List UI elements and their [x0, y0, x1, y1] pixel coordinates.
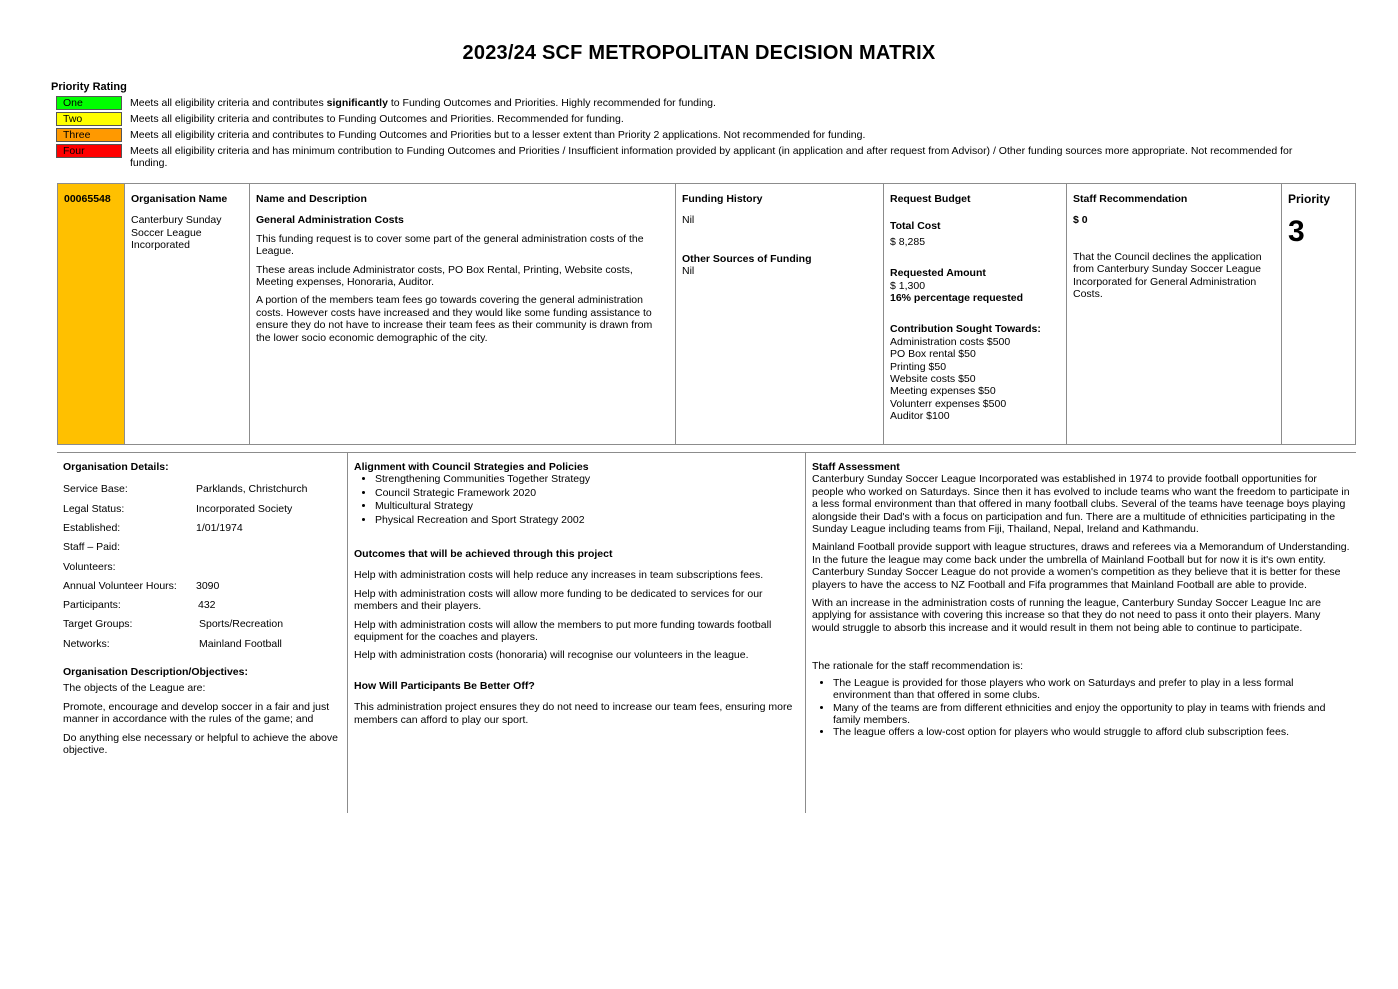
assessment-paragraph: Mainland Football provide support with league structures, draws and referees via a Memorandum of Understanding. In the future the league may come back under the umbrella of Mainland Football but for now it is it's own entity. Canterbury Sunday Soccer League do not provide a women's competition as they believe that it is better for these players to have the access to NZ Football and Fifa programmes that Mainland Football are able to provide.: [812, 541, 1350, 591]
contribution-item: Printing $50: [890, 360, 947, 373]
contribution-item: Volunterr expenses $500: [890, 397, 1007, 410]
description-paragraph: These areas include Administrator costs, PO Box Rental, Printing, Website costs, Meeting expenses, Honoraria, Auditor.: [256, 263, 633, 289]
project-title: General Administration Costs: [256, 214, 404, 227]
priority-cell: [1282, 184, 1355, 444]
detail-row: [63, 561, 341, 580]
alignment-column: [348, 453, 806, 813]
description-paragraph: This funding request is to cover some part of the general administration costs of the League.: [256, 232, 644, 258]
outcome-item: Help with administration costs will allow more funding to be dedicated to services for our members and their players.: [354, 587, 763, 613]
percentage-requested: 16% percentage requested: [890, 292, 1024, 305]
funding-history-heading: Funding History: [682, 193, 763, 205]
detail-value: 432: [198, 599, 216, 612]
decision-matrix-row: [57, 183, 1356, 445]
priority-one-description: Meets all eligibility criteria and contributes significantly to Funding Outcomes and Priorities. Highly recommended for funding.: [130, 97, 716, 109]
alignment-heading: Alignment with Council Strategies and Policies: [354, 461, 589, 473]
objectives-paragraph: The objects of the League are:: [63, 682, 206, 695]
outcome-item: Help with administration costs will help reduce any increases in team subscriptions fees.: [354, 569, 764, 582]
better-off-heading: How Will Participants Be Better Off?: [354, 679, 535, 692]
detail-row: [63, 503, 341, 522]
recommended-amount: $ 0: [1073, 214, 1088, 227]
outcome-item: Help with administration costs (honoraria) will recognise our volunteers in the league.: [354, 649, 749, 662]
detail-label: Target Groups:: [63, 618, 133, 631]
detail-row: [63, 483, 341, 502]
assessment-paragraph: With an increase in the administration costs of running the league, Canterbury Sunday Soccer League Inc are applying for assistance with covering this increase so that they do not need to pass it onto their players. Many would struggle to absorb this increase and it would result in them not being able to continue to participate.: [812, 597, 1321, 634]
detail-label: Annual Volunteer Hours:: [63, 579, 177, 592]
priority-rating-row: [56, 96, 1356, 110]
contribution-item: PO Box rental $50: [890, 348, 976, 361]
organisation-name-cell: [125, 184, 250, 444]
better-off-text: This administration project ensures they do not need to increase our team fees, ensuring more members can afford to play our sport.: [354, 701, 793, 726]
requested-amount-value: $ 1,300: [890, 279, 926, 292]
staff-recommendation-text: That the Council declines the application from Canterbury Sunday Soccer League Incorporated for General Administration Costs.: [1073, 250, 1262, 301]
total-cost-label: Total Cost: [890, 220, 941, 233]
assessment-paragraph: Canterbury Sunday Soccer League Incorporated was established in 1974 to provide football opportunities for people who worked on Saturdays. Since then it has evolved to include teams who want the freedom to participate in a less formal environment than that offered in many football clubs. Several of the teams have teenage boys playing alongside their Dad's with a focus on participation and fun. There are a multitude of ethnicities participating in the Sunday League including teams from Fiji, Thailand, Nepal, Ireland and Kathmandu.: [812, 473, 1350, 536]
strategy-item: • Strengthening Communities Together Strategy: [375, 473, 799, 485]
priority-three-swatch: Three: [56, 128, 122, 142]
other-sources-heading: Other Sources of Funding: [682, 252, 812, 265]
detail-value: Sports/Recreation: [199, 618, 284, 631]
description-paragraph: A portion of the members team fees go towards covering the general administration costs. However costs have increased and they would like some funding assistance to ensure they do not have to increase their team fees as their community is drawn from the lower socio economic demographic of the city.: [256, 294, 653, 344]
detail-row: [63, 541, 341, 560]
detail-value: 1/01/1974: [196, 522, 243, 534]
detail-value: Incorporated Society: [196, 502, 293, 515]
priority-four-description: Meets all eligibility criteria and has minimum contribution to Funding Outcomes and Priorities / Insufficient information provided by applicant (in application and after request from Advisor) / Other funding sources more appropriate. Not recommended for funding.: [130, 145, 1293, 169]
detail-label: Staff – Paid:: [63, 541, 121, 554]
organisation-details-heading: Organisation Details:: [63, 461, 169, 473]
page-title: 2023/24 SCF METROPOLITAN DECISION MATRIX: [462, 42, 936, 64]
detail-label: Legal Status:: [63, 502, 125, 515]
rationale-intro: The rationale for the staff recommendation is:: [812, 660, 1024, 673]
name-description-cell: [250, 184, 676, 444]
priority-rating-row: [56, 144, 1356, 169]
rationale-item: • The league offers a low-cost option for players who would struggle to afford club subscription fees.: [833, 726, 1350, 738]
objectives-paragraph: Do anything else necessary or helpful to achieve the above objective.: [63, 731, 338, 757]
request-budget-heading: Request Budget: [890, 193, 971, 205]
rationale-item: • Many of the teams are from different ethnicities and enjoy the opportunity to play in teams with friends and family members.: [833, 702, 1350, 727]
rationale-item: • The League is provided for those players who work on Saturdays and prefer to play in a less formal environment than that offered in some clubs.: [833, 677, 1350, 702]
staff-assessment-heading: Staff Assessment: [812, 461, 900, 473]
assessment-section: [57, 452, 1356, 813]
priority-two-description: Meets all eligibility criteria and contributes to Funding Outcomes and Priorities. Recommended for funding.: [130, 113, 624, 125]
contribution-item: Administration costs $500: [890, 335, 1011, 348]
detail-label: Volunteers:: [63, 560, 116, 573]
staff-recommendation-cell: [1067, 184, 1282, 444]
outcomes-heading: Outcomes that will be achieved through this project: [354, 548, 613, 561]
contribution-item: Meeting expenses $50: [890, 385, 996, 398]
objectives-paragraph: Promote, encourage and develop soccer in a fair and just manner in accordance with the rules of the game; and: [63, 700, 330, 726]
priority-rating-row: [56, 128, 1356, 142]
total-cost-value: $ 8,285: [890, 235, 926, 248]
detail-row: [63, 618, 341, 637]
priority-rating-legend: [56, 96, 1356, 171]
priority-value: 3: [1288, 215, 1305, 249]
organisation-name: Canterbury Sunday Soccer League Incorporated: [131, 214, 222, 252]
requested-amount-label: Requested Amount: [890, 267, 986, 280]
organisation-details-column: [57, 453, 348, 813]
contribution-label: Contribution Sought Towards:: [890, 323, 1041, 336]
funding-history-cell: [676, 184, 884, 444]
detail-row: [63, 638, 341, 657]
request-budget-cell: [884, 184, 1067, 444]
priority-two-swatch: Two: [56, 112, 122, 126]
detail-row: [63, 522, 341, 541]
strategy-item: • Council Strategic Framework 2020: [375, 487, 799, 499]
name-description-heading: Name and Description: [256, 193, 367, 205]
priority-one-swatch: One: [56, 96, 122, 110]
detail-label: Networks:: [63, 637, 110, 650]
contribution-item: Website costs $50: [890, 373, 976, 386]
staff-assessment-column: [806, 453, 1356, 813]
priority-three-description: Meets all eligibility criteria and contributes to Funding Outcomes and Priorities but to a lesser extent than Priority 2 applications. Not recommended for funding.: [130, 129, 866, 141]
detail-value: Mainland Football: [199, 637, 282, 650]
outcome-item: Help with administration costs will allow the members to put more funding towards football equipment for the coaches and players.: [354, 618, 772, 644]
strategy-item: • Multicultural Strategy: [375, 500, 799, 512]
detail-label: Established:: [63, 522, 121, 534]
rationale-list: [812, 677, 1350, 739]
strategy-list: [354, 473, 799, 526]
contribution-item: Auditor $100: [890, 410, 950, 423]
other-sources-value: Nil: [682, 265, 695, 278]
organisation-name-heading: Organisation Name: [131, 193, 228, 205]
funding-history-value: Nil: [682, 214, 695, 227]
application-id: 00065548: [58, 184, 125, 444]
detail-row: [63, 580, 341, 599]
detail-value: Parklands, Christchurch: [196, 483, 308, 496]
priority-rating-row: [56, 112, 1356, 126]
detail-label: Service Base:: [63, 483, 128, 496]
detail-row: [63, 599, 341, 618]
priority-four-swatch: Four: [56, 144, 122, 158]
priority-rating-heading: Priority Rating: [51, 81, 127, 93]
objectives-heading: Organisation Description/Objectives:: [63, 666, 248, 679]
priority-heading: Priority: [1288, 192, 1331, 206]
detail-label: Participants:: [63, 599, 121, 612]
staff-recommendation-heading: Staff Recommendation: [1073, 193, 1188, 205]
detail-value: 3090: [196, 579, 220, 592]
strategy-item: • Physical Recreation and Sport Strategy 2002: [375, 514, 799, 526]
